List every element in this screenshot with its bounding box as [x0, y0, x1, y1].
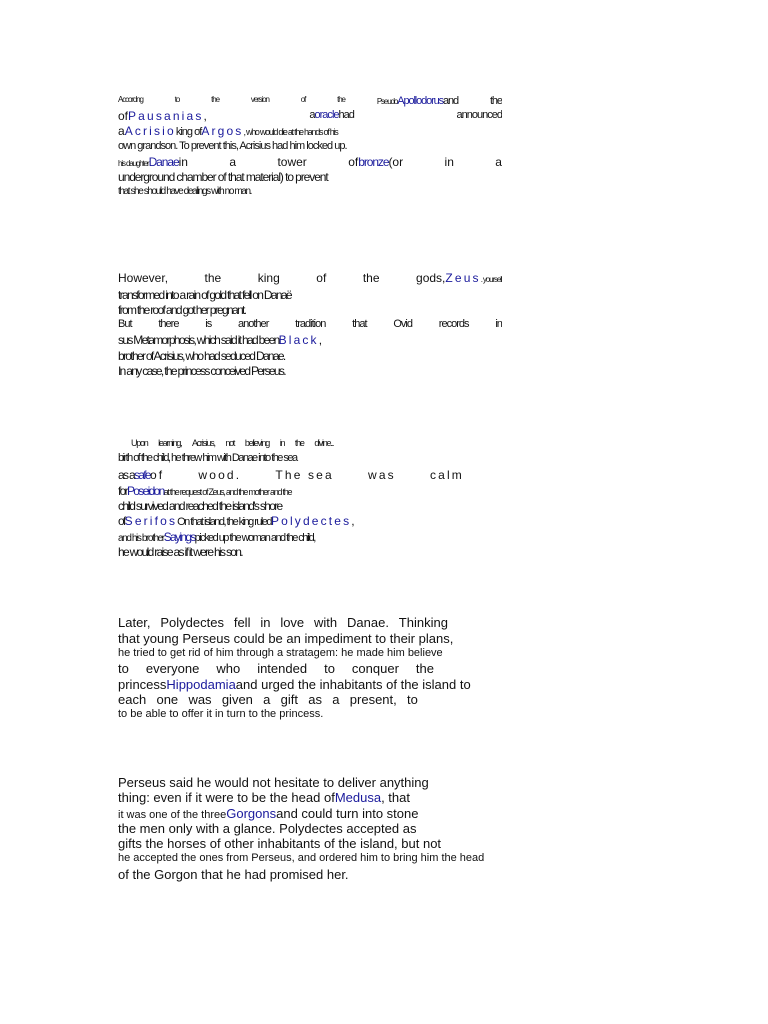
word: in [444, 155, 454, 169]
word: and could turn into stone [276, 806, 419, 821]
word: king [257, 271, 280, 285]
word: and [443, 95, 459, 107]
word: wood. [198, 468, 242, 482]
word: intended [257, 661, 308, 676]
word: of [300, 95, 306, 104]
p1-line-5 [118, 155, 502, 169]
word: present, [349, 692, 397, 707]
word: gift [280, 692, 299, 707]
p2-line-5 [118, 333, 502, 347]
p4-line-3: he tried to get rid of him through a stratagem: he made him believe [118, 647, 443, 659]
word: to [174, 95, 180, 104]
word: the [489, 95, 502, 107]
word: a [332, 692, 340, 707]
word: But [118, 318, 132, 330]
word: each [118, 692, 147, 707]
link-apollodorus[interactable]: Apollodorus [397, 95, 444, 107]
link-danae[interactable]: Danae [148, 155, 179, 169]
word: records [438, 318, 469, 330]
p1-line-2 [118, 109, 502, 123]
word: in [260, 615, 271, 630]
word: had [338, 109, 354, 121]
p5-line-3 [118, 806, 502, 822]
word: the [415, 661, 434, 676]
p1-line-1 [118, 95, 502, 108]
word: love [280, 615, 305, 630]
word: everyone [145, 661, 200, 676]
p1-line-6: underground chamber of that material) to prevent [118, 170, 328, 184]
word: However, [118, 271, 169, 285]
word: , that [381, 790, 410, 805]
p3-line-3 [118, 468, 464, 482]
word: gods, [416, 271, 446, 285]
p2-line-4 [118, 318, 502, 331]
p5-line-1: Perseus said he would not hesitate to deliver anything [118, 775, 429, 790]
word: Acrisius, [192, 438, 215, 448]
word: picked up the woman and the child, [194, 532, 315, 544]
word: it was one of the three [118, 809, 227, 821]
word: of [149, 468, 165, 482]
word: one [156, 692, 179, 707]
p5-line-6: he accepted the ones from Perseus, and ordered him to bring him the head [118, 852, 485, 864]
word: with [314, 615, 338, 630]
word: in [495, 318, 502, 330]
word: fell [233, 615, 251, 630]
p1-line-7: that she should have dealings with no man. [118, 186, 251, 197]
word: sus Metamorphosis, which said it had been [118, 333, 279, 347]
word: , [203, 109, 207, 123]
p3-line-6 [118, 514, 502, 529]
p5-line-4: the men only with a glance. Polydectes accepted as [118, 821, 417, 836]
link-hippodamia[interactable]: Hippodamia [166, 677, 236, 692]
p4-line-4 [118, 661, 434, 677]
word: , [351, 514, 355, 528]
word: tradition [295, 318, 326, 330]
word: Pseudo [376, 97, 398, 106]
word: Danae. [347, 615, 389, 630]
word: Accordng [118, 95, 143, 104]
link-serifos[interactable]: Serifos [124, 514, 178, 528]
word: of [118, 109, 129, 123]
p2-line-1 [118, 271, 502, 285]
word: of [316, 271, 327, 285]
link-polydectes[interactable]: Polydectes [270, 514, 352, 528]
link-black[interactable]: Black [278, 333, 319, 347]
word: given [221, 692, 253, 707]
word: announced [456, 109, 502, 121]
word: of [118, 514, 125, 528]
word: princess [118, 677, 167, 692]
p2-line-2: transformed into a rain of gold that fell on Danaë [118, 288, 291, 302]
word: was [188, 692, 212, 707]
word: Later, [118, 615, 151, 630]
word: who [216, 661, 241, 676]
word: . yourself [480, 275, 502, 284]
word: to [407, 692, 418, 707]
link-pausanias[interactable]: Pausanias [128, 109, 204, 123]
word: divine... [314, 438, 334, 448]
p3-line-4 [118, 484, 502, 498]
word: and his brother [118, 533, 164, 544]
link-zeus[interactable]: Zeus [445, 271, 481, 285]
p3-line-5: child survived and reached the island's shore [118, 499, 282, 513]
word: version [250, 95, 269, 104]
word: tower [277, 155, 307, 169]
p3-line-7 [118, 530, 502, 545]
word: Ovid [393, 318, 413, 330]
word: (or [388, 155, 404, 169]
p3-line-2: birth of the child, he threw him with Danae into the sea [118, 452, 297, 464]
word: a [229, 155, 237, 169]
word: for [118, 484, 127, 498]
link-sayings[interactable]: Sayings [163, 530, 195, 544]
word: The sea [275, 468, 334, 482]
word: the [204, 271, 222, 285]
word: to [324, 661, 335, 676]
word: in [178, 155, 188, 169]
link-bronze[interactable]: bronze [358, 155, 389, 169]
word: not [225, 438, 235, 448]
word: a [309, 109, 315, 121]
word: of [348, 155, 359, 169]
word: , who would die at the hands of his [243, 127, 338, 137]
word: another [237, 318, 269, 330]
p1-line-4: own grandson. To prevent this, Acrisius had him locked up. [118, 140, 347, 152]
word: the [337, 95, 345, 104]
word: a [118, 124, 125, 138]
p5-line-7: of the Gorgon that he had promised her. [118, 867, 349, 882]
link-oracle[interactable]: oracle [314, 109, 339, 121]
word: as [308, 692, 323, 707]
word: is [205, 318, 212, 330]
word: at the request of Zeus, and the mother and the [163, 487, 292, 497]
link-argos[interactable]: Argos [201, 124, 244, 138]
word: believing [244, 438, 270, 448]
p5-line-2 [118, 790, 502, 806]
word: his daughter [118, 159, 149, 168]
p4-line-6 [118, 692, 418, 708]
word: there [158, 318, 179, 330]
word: , [318, 333, 323, 347]
p4-line-1 [118, 615, 448, 631]
word: king of [175, 126, 202, 138]
p2-line-3: from the roof and got her pregnant. [118, 303, 246, 317]
p1-line-3 [118, 124, 502, 139]
word: thing: even if it were to be the head of [118, 790, 335, 805]
word: a [263, 692, 271, 707]
word: Polydectes [160, 615, 224, 630]
word: Upon [131, 438, 148, 448]
word: conquer [351, 661, 399, 676]
p2-line-7: In any case, the princess conceived Perseus. [118, 364, 285, 378]
word: the [211, 95, 219, 104]
link-gorgons[interactable]: Gorgons [226, 806, 277, 821]
word: as a [118, 468, 134, 482]
word: to [118, 661, 129, 676]
word: the [294, 438, 304, 448]
word: On that island, the king ruled [177, 516, 271, 528]
word: the [362, 271, 380, 285]
link-acrisio[interactable]: Acrisio [124, 124, 176, 138]
link-medusa[interactable]: Medusa [334, 790, 382, 805]
word: calm [429, 468, 464, 482]
p3-line-8: he would raise as if it were his son. [118, 545, 242, 559]
word: Thinking [398, 615, 448, 630]
p3-line-1 [131, 438, 334, 449]
p4-line-2: that young Perseus could be an impediment to their plans, [118, 631, 454, 646]
word: was [368, 468, 396, 482]
word: in [279, 438, 285, 448]
word: that [352, 318, 367, 330]
word: and urged the inhabitants of the island to [235, 677, 471, 692]
p4-line-5 [118, 677, 502, 693]
p4-line-7: to be able to offer it in turn to the princess. [118, 708, 324, 720]
word: learning, [158, 438, 182, 448]
p2-line-6: brother of Acrisius, who had seduced Danae. [118, 349, 285, 363]
link-safe[interactable]: safe [133, 468, 150, 482]
p5-line-5: gifts the horses of other inhabitants of the island, but not [118, 836, 442, 851]
link-poseidon[interactable]: Poseidon [126, 484, 164, 498]
word: a [495, 155, 502, 169]
